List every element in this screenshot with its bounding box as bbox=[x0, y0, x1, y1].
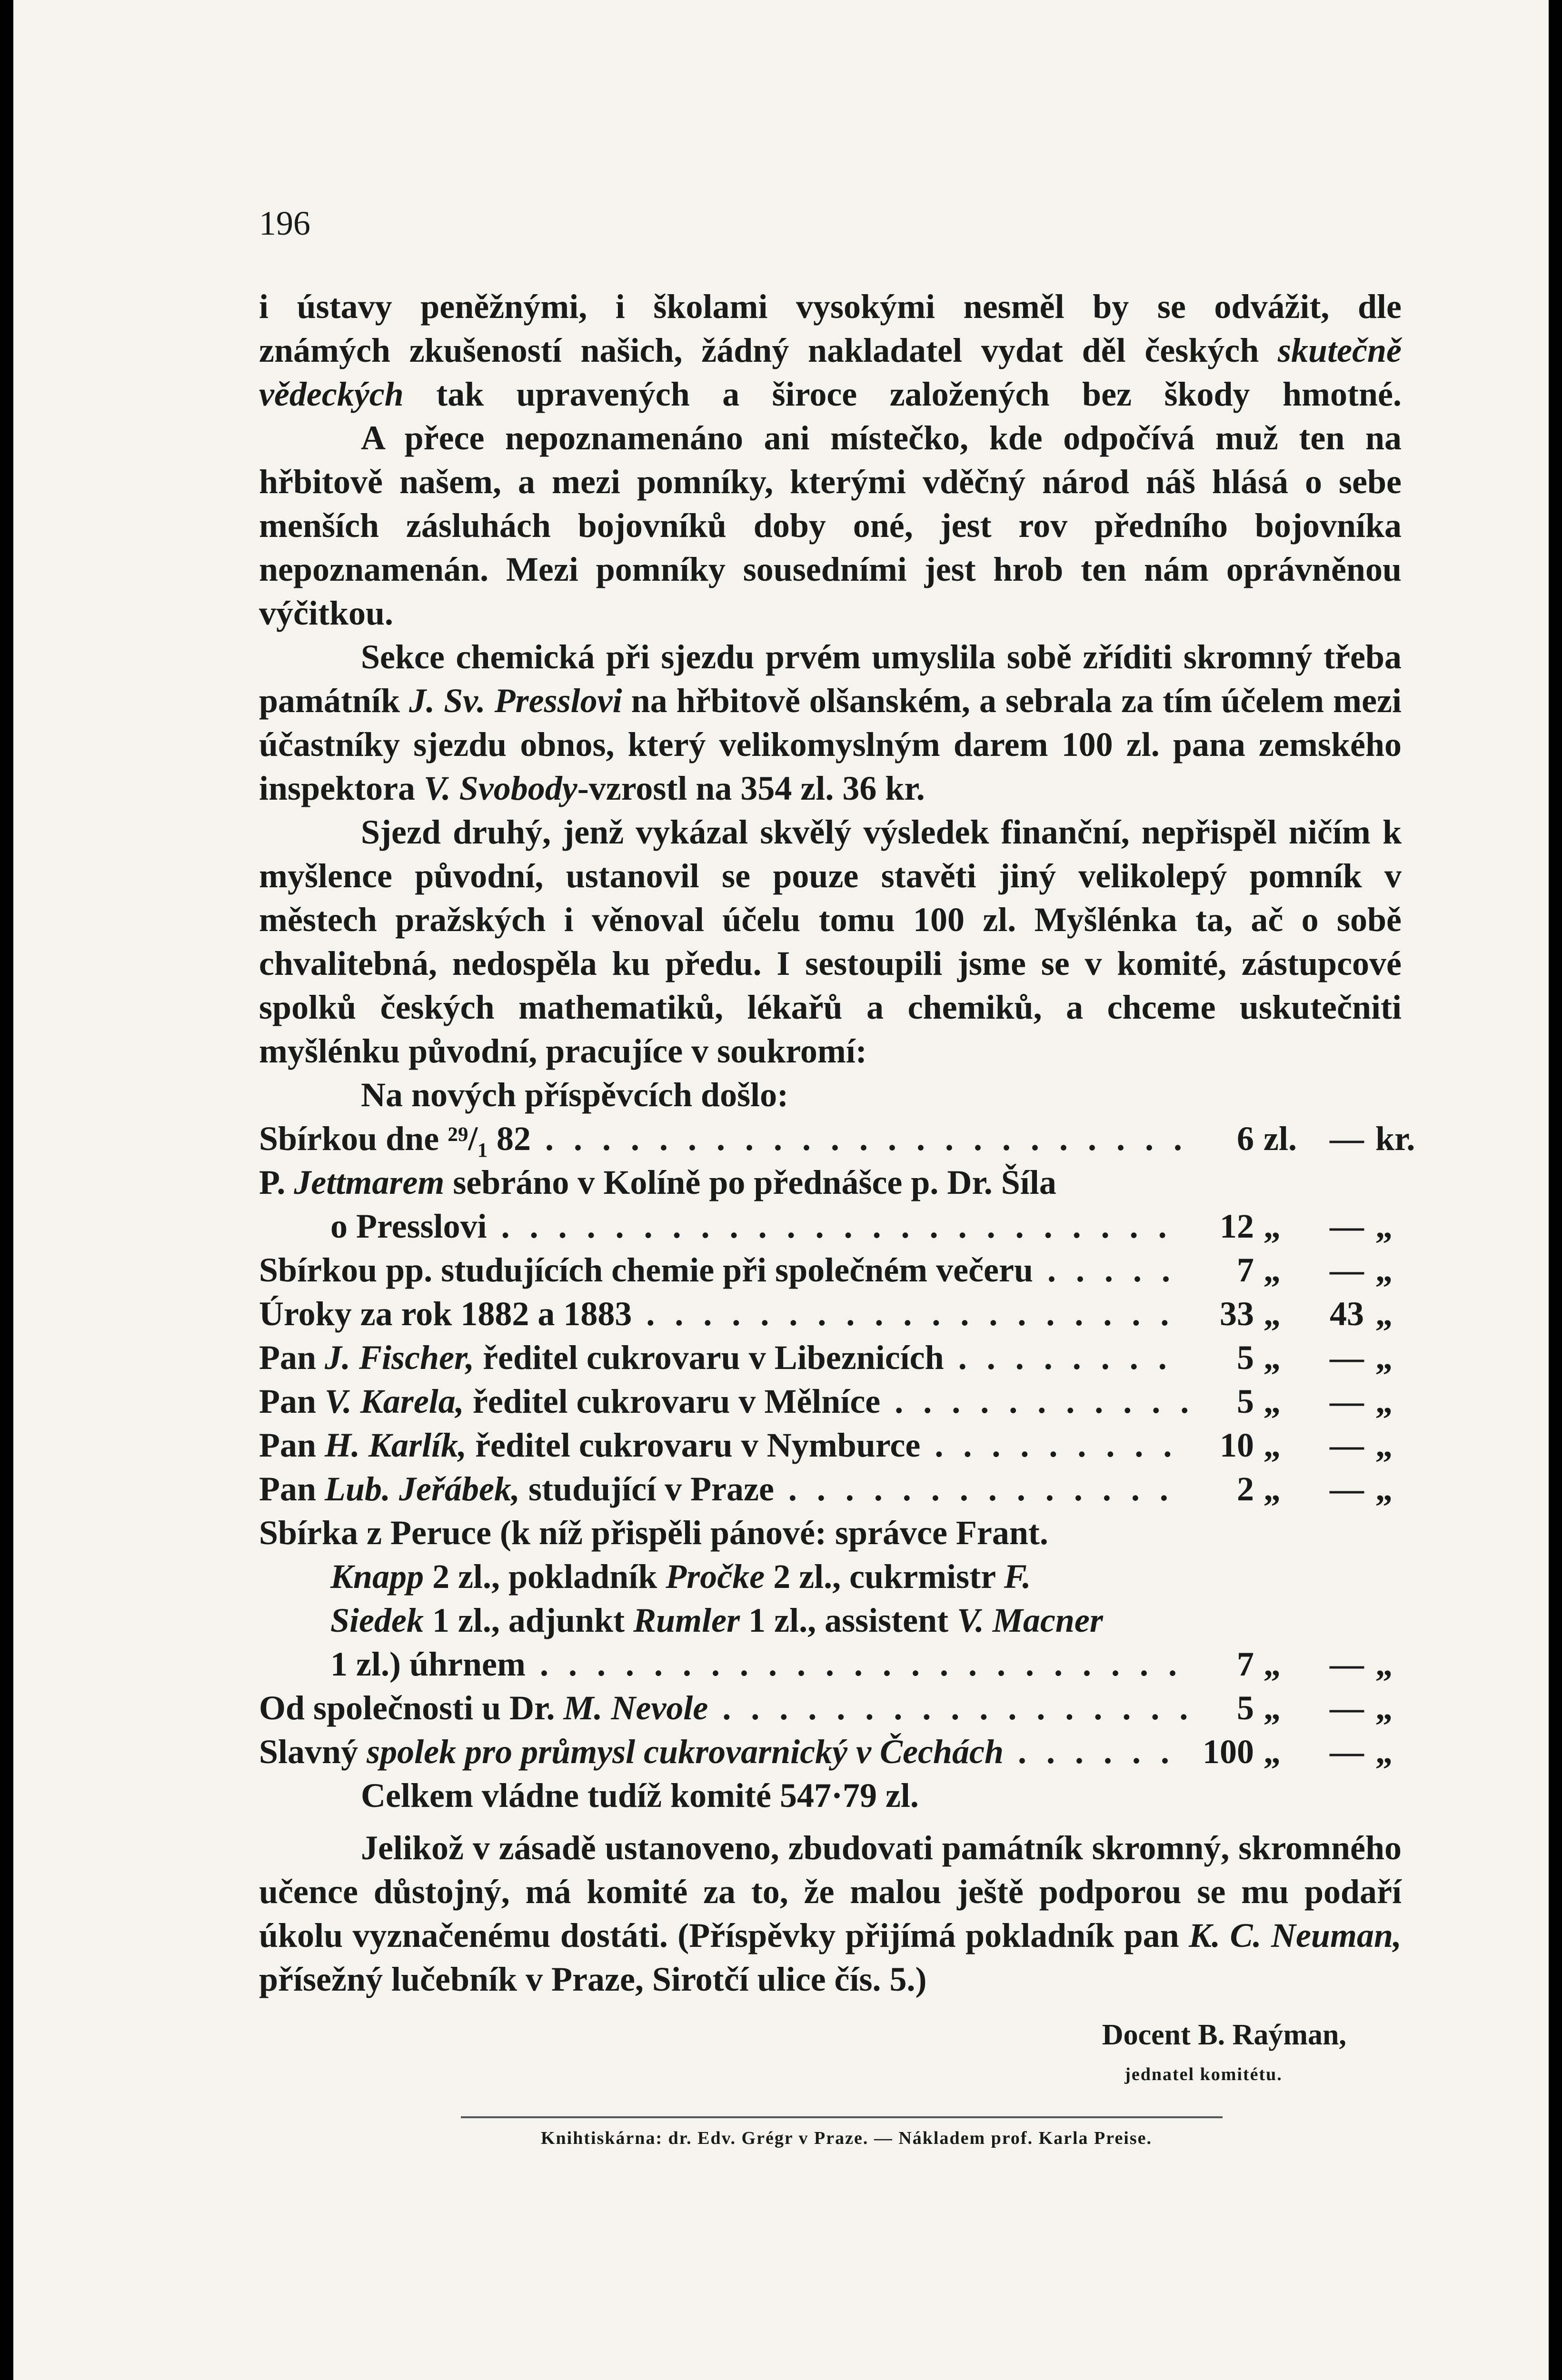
ledger-unit: „ bbox=[1375, 1295, 1393, 1333]
ledger-amount: 5 bbox=[1237, 1689, 1254, 1727]
ledger-kreuzer: — bbox=[1330, 1733, 1364, 1771]
ledger-amount: 5 bbox=[1237, 1382, 1254, 1420]
ledger-unit: „ bbox=[1264, 1645, 1281, 1683]
ledger-amount: 2 bbox=[1237, 1470, 1254, 1508]
text-run: Sekce chemická při sjezdu prvém umyslila sobě zříditi skromný třeba památník bbox=[259, 638, 1402, 720]
text-run: na hřbitově olšanském, a sebrala za tím účelem mezi účastníky sjezdu obnos, který velikomyslným darem 100 zl. pana zemského inspektora bbox=[259, 682, 1402, 807]
text-run: Slavný bbox=[259, 1733, 367, 1771]
ledger-amount: 6 bbox=[1237, 1120, 1254, 1158]
text-run: 2 zl., cukrmistr bbox=[765, 1557, 1004, 1596]
paragraph-3 bbox=[259, 635, 1402, 810]
ledger-label: Úroky za rok 1882 a 1883 . . . bbox=[259, 1292, 1187, 1336]
ledger-unit: „ bbox=[1375, 1645, 1393, 1683]
person-name: Rumler bbox=[633, 1601, 740, 1639]
ledger-label bbox=[259, 1423, 1187, 1467]
ledger-row bbox=[259, 1686, 1402, 1730]
ledger-unit: zl. bbox=[1264, 1120, 1297, 1158]
ledger-kreuzer: — bbox=[1330, 1120, 1364, 1158]
ledger-row bbox=[259, 1292, 1402, 1336]
text-run: Pan bbox=[259, 1382, 325, 1420]
paragraph-1-line-3 bbox=[259, 372, 1402, 416]
printer-imprint: Knihtiskárna: dr. Edv. Grégr v Praze. — Nákladem prof. Karla Preise. bbox=[540, 2128, 1153, 2148]
ledger-row bbox=[259, 1117, 1415, 1160]
text-run: ředitel cukrovaru v Nymburce bbox=[467, 1426, 921, 1464]
peruce-line-2 bbox=[259, 1555, 1402, 1598]
text-run: vzrostl na 354 zl. 36 kr. bbox=[588, 769, 925, 807]
paragraph-1-line-1: i ústavy peněžnými, i školami vysokými nesměl by se odvážit, dle bbox=[259, 288, 1402, 326]
ledger-amount: 7 bbox=[1237, 1251, 1254, 1289]
text-run: sebráno v Kolíně po přednášce p. Dr. Šíla bbox=[444, 1163, 1056, 1201]
peruce-line-1: Sbírka z Peruce (k níž přispěli pánové: správce Frant. bbox=[259, 1514, 1048, 1552]
document-page bbox=[13, 0, 1549, 2380]
emphasis: vědeckých bbox=[259, 375, 404, 413]
ledger-unit: „ bbox=[1264, 1295, 1281, 1333]
text-run: Pan bbox=[259, 1339, 325, 1377]
ledger-kreuzer: — bbox=[1330, 1470, 1364, 1508]
ledger-row bbox=[259, 1336, 1402, 1379]
person-name: F. bbox=[1004, 1557, 1031, 1596]
emphasis: skutečně bbox=[1278, 331, 1402, 369]
person-name: Lub. Jeřábek, bbox=[325, 1470, 520, 1508]
footer-divider bbox=[461, 2116, 1223, 2118]
person-name: Pročke bbox=[666, 1557, 765, 1596]
text-run: přísežný lučebník v Praze, Sirotčí ulice čís. 5.) bbox=[259, 1960, 927, 1998]
paragraph-1-line-2 bbox=[259, 328, 1402, 372]
text-run: 1 zl., adjunkt bbox=[423, 1601, 634, 1639]
paragraph-4: Sjezd druhý, jenž vykázal skvělý výsledek finanční, nepřispěl ničím k myšlence původní, ustanovil se pouze stavěti jiný velikolepý pomník v městech pražských i věnoval účelu tomu 100 zl. Myšlénka ta, ač o sobě chvalitebná, nedospěla ku předu. I sestoupili jsme se v komité, zástupcové spolků českých mathematiků, lékařů a chemiků, a chceme uskutečniti myšlénku původní, pracujíce v soukromí: bbox=[259, 813, 1402, 1070]
organization-name: spolek pro průmysl cukrovarnický v Čechách bbox=[367, 1733, 1004, 1771]
ledger-unit: „ bbox=[1375, 1207, 1393, 1245]
person-name: H. Karlík, bbox=[325, 1426, 467, 1464]
ledger-amount: 5 bbox=[1237, 1339, 1254, 1377]
text-run: Jelikož v zásadě ustanoveno, zbudovati památník skromný, skromného učence důstojný, má komité za to, že malou ještě podporou se mu podaří úkolu vyznačenému dostáti. (Příspěvky přijímá pokladník pan bbox=[259, 1829, 1402, 1954]
ledger-kreuzer: 43 bbox=[1330, 1295, 1364, 1333]
text-run: tak upravených a široce založených bez škody hmotné. bbox=[436, 375, 1402, 413]
ledger-row bbox=[259, 1379, 1402, 1423]
text-run: ředitel cukrovaru v Mělníce bbox=[464, 1382, 881, 1420]
ledger-label bbox=[259, 1467, 1187, 1511]
ledger-unit: „ bbox=[1264, 1733, 1281, 1771]
ledger-kreuzer: — bbox=[1330, 1207, 1364, 1245]
contributions-ledger bbox=[259, 1073, 1415, 1817]
person-name: K. C. Neuman, bbox=[1189, 1916, 1402, 1954]
ledger-unit: „ bbox=[1375, 1339, 1393, 1377]
person-name: V. Macner bbox=[957, 1601, 1103, 1639]
ledger-label bbox=[259, 1379, 1187, 1423]
ledger-label: Sbírkou dne ²⁹/₁ 82 . . . bbox=[259, 1117, 1187, 1160]
ledger-label bbox=[259, 1686, 1187, 1730]
text-run: Pan bbox=[259, 1426, 325, 1464]
signature-role: jednatel komitétu. bbox=[1124, 2064, 1283, 2084]
text-run: 1 zl., assistent bbox=[740, 1601, 957, 1639]
ledger-label: Sbírkou pp. studujících chemie při společném večeru . . . bbox=[259, 1248, 1187, 1292]
paragraph-1 bbox=[259, 285, 1402, 416]
ledger-unit: „ bbox=[1264, 1339, 1281, 1377]
signature-name: Docent B. Raýman, bbox=[1102, 2019, 1346, 2051]
ledger-kreuzer: — bbox=[1330, 1645, 1364, 1683]
text-run: ředitel cukrovaru v Libeznicích bbox=[474, 1339, 944, 1377]
ledger-kreuzer: — bbox=[1330, 1689, 1364, 1727]
text-run: 2 zl., pokladník bbox=[424, 1557, 666, 1596]
ledger-total: Celkem vládne tudíž komité 547·79 zl. bbox=[361, 1776, 919, 1815]
ledger-row bbox=[259, 1467, 1402, 1511]
ledger-row bbox=[259, 1423, 1402, 1467]
ledger-intro: Na nových příspěvcích došlo: bbox=[361, 1076, 789, 1114]
text-run: - bbox=[577, 769, 589, 807]
ledger-unit: „ bbox=[1375, 1470, 1393, 1508]
person-name: J. Sv. Presslovi bbox=[409, 682, 622, 720]
ledger-label: o Presslovi . . . bbox=[330, 1204, 1187, 1248]
ledger-label: 1 zl.) úhrnem . . . bbox=[330, 1642, 1187, 1686]
person-name: M. Nevole bbox=[563, 1689, 708, 1727]
person-name: Knapp bbox=[330, 1557, 424, 1596]
person-name: V. Svobody bbox=[424, 769, 577, 807]
ledger-unit: „ bbox=[1264, 1251, 1281, 1289]
ledger-unit: „ bbox=[1264, 1689, 1281, 1727]
ledger-unit: „ bbox=[1375, 1382, 1393, 1420]
ledger-unit: „ bbox=[1375, 1689, 1393, 1727]
text-run: studující v Praze bbox=[520, 1470, 774, 1508]
peruce-line-3 bbox=[259, 1598, 1402, 1642]
ledger-amount: 10 bbox=[1220, 1426, 1254, 1464]
person-name: J. Fischer, bbox=[325, 1339, 475, 1377]
ledger-row bbox=[259, 1642, 1402, 1686]
ledger-unit: „ bbox=[1375, 1426, 1393, 1464]
ledger-row bbox=[259, 1730, 1402, 1774]
paragraph-2: A přece nepoznamenáno ani místečko, kde odpočívá muž ten na hřbitově našem, a mezi pomníky, kterými vděčný národ náš hlásá o sebe menších zásluhách bojovníků doby oné, jest rov předního bojovníka nepoznamenán. Mezi pomníky sousedními jest hrob ten nám oprávněnou výčitkou. bbox=[259, 419, 1402, 632]
ledger-kreuzer: — bbox=[1330, 1426, 1364, 1464]
ledger-kreuzer: — bbox=[1330, 1339, 1364, 1377]
ledger-unit: „ bbox=[1264, 1207, 1281, 1245]
ledger-row bbox=[259, 1160, 1402, 1204]
ledger-row bbox=[259, 1204, 1402, 1248]
ledger-amount: 12 bbox=[1220, 1207, 1254, 1245]
ledger-unit: kr. bbox=[1375, 1120, 1415, 1158]
ledger-unit: „ bbox=[1375, 1733, 1393, 1771]
ledger-label bbox=[259, 1336, 1187, 1379]
text-run: Pan bbox=[259, 1470, 325, 1508]
page-number: 196 bbox=[259, 204, 310, 242]
person-name: Siedek bbox=[330, 1601, 424, 1639]
text-run: P. bbox=[259, 1163, 294, 1201]
person-name: V. Karela, bbox=[325, 1382, 464, 1420]
ledger-unit: „ bbox=[1375, 1251, 1393, 1289]
ledger-unit: „ bbox=[1264, 1470, 1281, 1508]
paragraph-5 bbox=[259, 1826, 1402, 2001]
ledger-unit: „ bbox=[1264, 1426, 1281, 1464]
person-name: Jettmarem bbox=[294, 1163, 445, 1201]
ledger-row bbox=[259, 1248, 1402, 1292]
ledger-kreuzer: — bbox=[1330, 1382, 1364, 1420]
ledger-label bbox=[259, 1730, 1187, 1774]
text-run: známých zkušeností našich, žádný nakladatel vydat děl českých bbox=[259, 331, 1259, 369]
ledger-unit: „ bbox=[1264, 1382, 1281, 1420]
ledger-kreuzer: — bbox=[1330, 1251, 1364, 1289]
text-run: Od společnosti u Dr. bbox=[259, 1689, 564, 1727]
ledger-amount: 7 bbox=[1237, 1645, 1254, 1683]
ledger-amount: 33 bbox=[1220, 1295, 1254, 1333]
ledger-amount: 100 bbox=[1203, 1733, 1254, 1771]
